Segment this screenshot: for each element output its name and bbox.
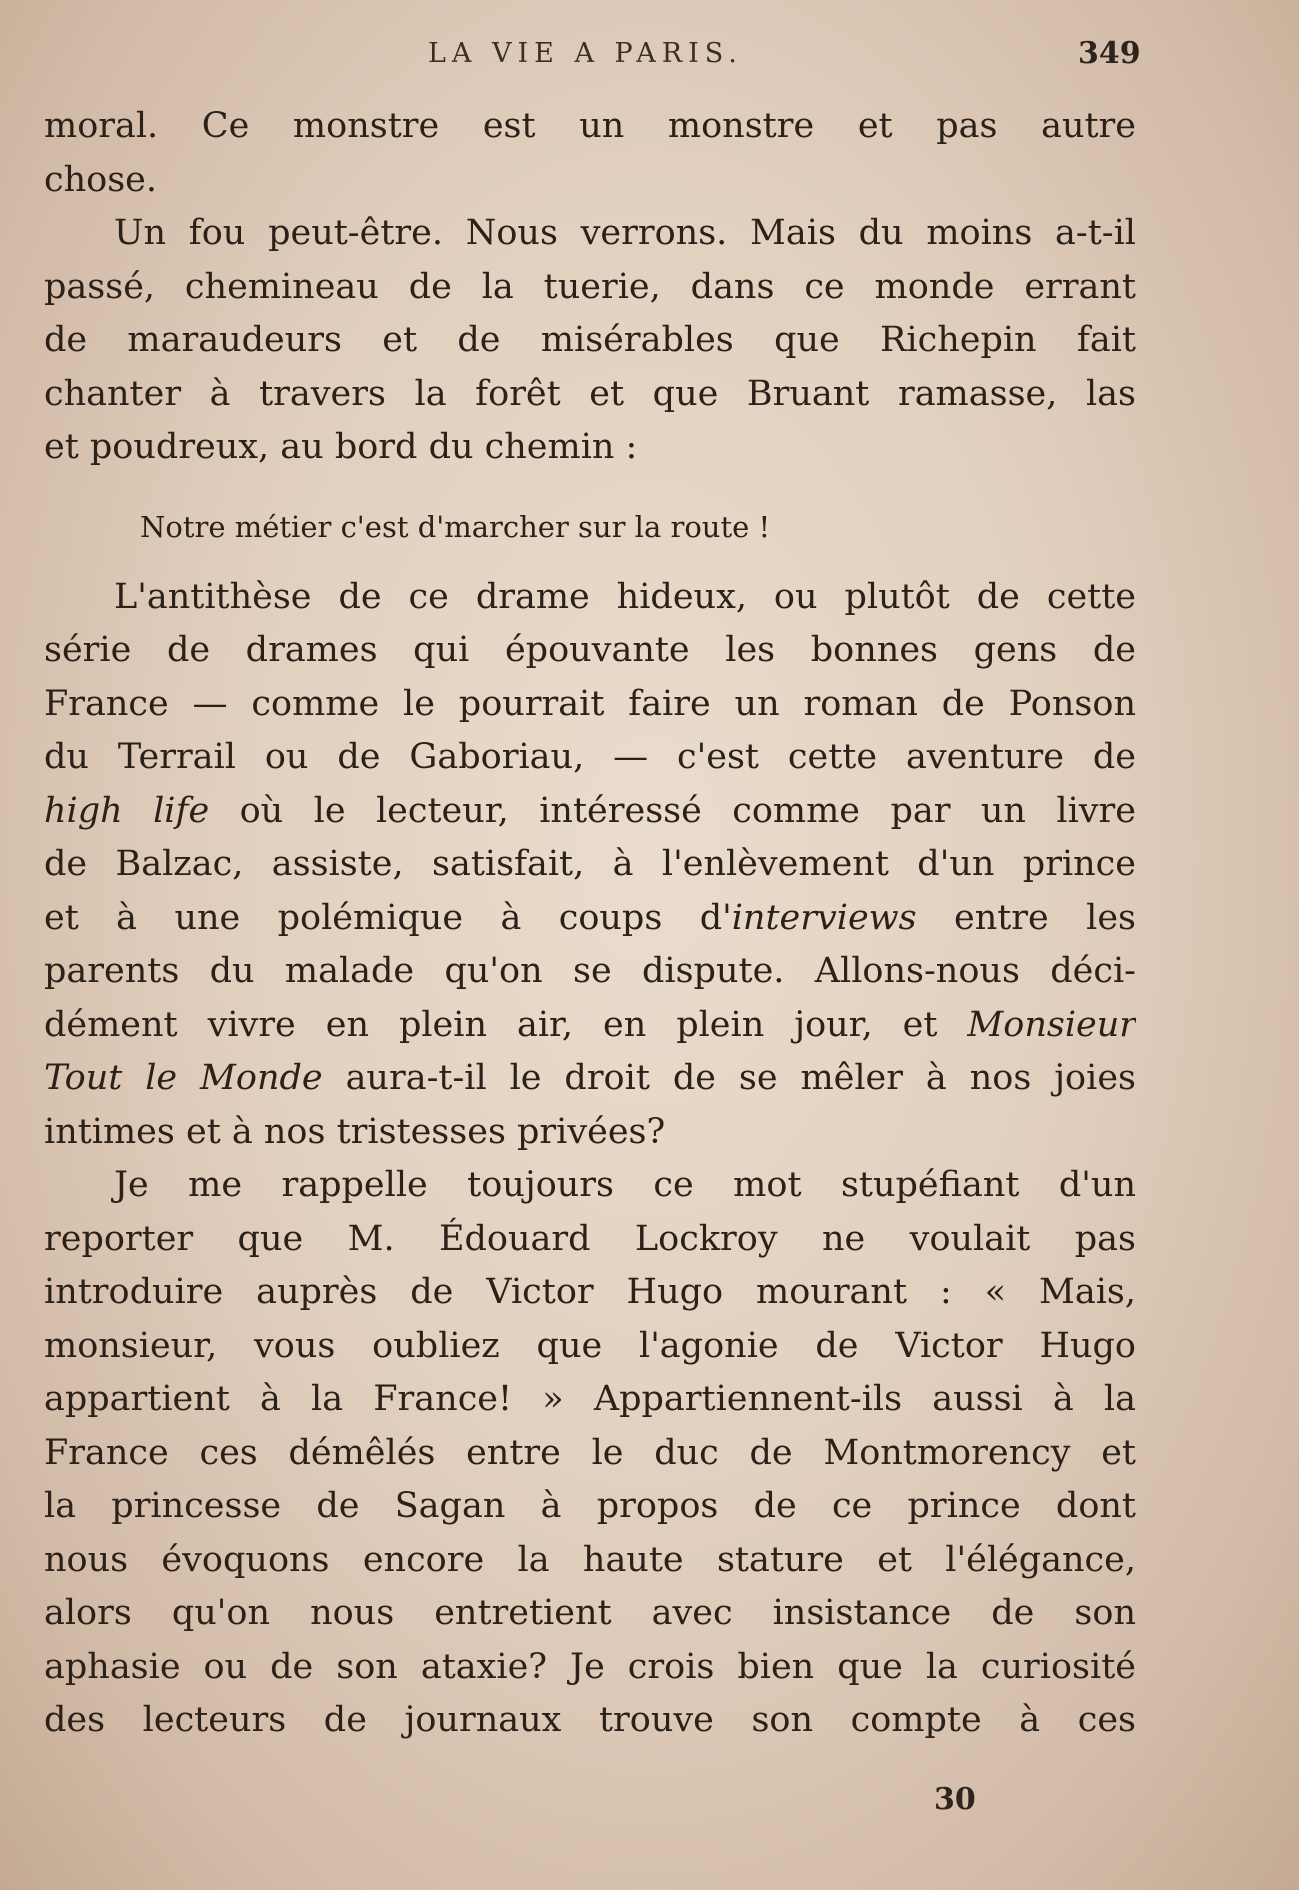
text-line: Je me rappelle toujours ce mot stupéfiant d'un <box>114 1165 1136 1205</box>
paragraph-2 <box>44 207 1136 475</box>
paragraph-4 <box>44 1159 1136 1748</box>
running-title: LA VIE A PARIS. <box>428 38 743 69</box>
text-fragment: aura-t-il le droit de se mêler à nos joies <box>322 1058 1136 1098</box>
text-line: moral. Ce monstre est un monstre et pas autre <box>44 106 1136 146</box>
text-line: et poudreux, au bord du chemin : <box>44 427 638 467</box>
text-line: chanter à travers la forêt et que Bruant ramasse, las <box>44 373 1136 414</box>
text-line <box>44 892 1136 946</box>
text-line: parents du malade qu'on se dispute. Allons-nous déci- <box>44 951 1136 991</box>
paragraph-3 <box>44 571 1136 1160</box>
text-fragment: dément vivre en plein air, en plein jour, et <box>44 1004 968 1045</box>
text-line: de Balzac, assiste, satisfait, à l'enlèvement d'un prince <box>44 844 1136 884</box>
text-line: de maraudeurs et de misérables que Richepin fait <box>44 320 1136 360</box>
text-fragment: où le lecteur, intéressé comme par un livre <box>209 790 1136 831</box>
verse-quote: Notre métier c'est d'marcher sur la route ! <box>140 509 771 544</box>
italic-phrase: Monsieur <box>967 1004 1136 1045</box>
text-line <box>44 1052 1136 1106</box>
text-line: reporter que M. Édouard Lockroy ne voulait pas <box>44 1218 1136 1259</box>
text-fragment: et à une polémique à coups d' <box>44 897 732 938</box>
text-line: du Terrail ou de Gaboriau, — c'est cette aventure de <box>44 737 1136 777</box>
text-line: passé, chemineau de la tuerie, dans ce monde errant <box>44 266 1136 307</box>
text-line: France — comme le pourrait faire un roman de Ponson <box>44 683 1136 724</box>
italic-phrase: high life <box>44 790 210 831</box>
text-line: intimes et à nos tristesses privées? <box>44 1111 666 1152</box>
text-line: Un fou peut-être. Nous verrons. Mais du moins a-t-il <box>114 213 1136 253</box>
text-line: des lecteurs de journaux trouve son compte à ces <box>44 1700 1136 1740</box>
text-line: monsieur, vous oubliez que l'agonie de Victor Hugo <box>44 1325 1136 1366</box>
text-line: alors qu'on nous entretient avec insistance de son <box>44 1593 1136 1633</box>
text-line: France ces démêlés entre le duc de Montmorency et <box>44 1432 1136 1473</box>
italic-phrase: Tout le Monde <box>44 1058 323 1098</box>
text-line: introduire auprès de Victor Hugo mourant : « Mais, <box>44 1272 1136 1312</box>
text-line: L'antithèse de ce drame hideux, ou plutôt de cette <box>114 576 1136 617</box>
page-number: 349 <box>1078 36 1141 71</box>
text-fragment: entre les <box>916 897 1136 938</box>
text-line <box>44 785 1136 839</box>
paragraph-1 <box>44 100 1136 207</box>
text-line <box>44 999 1136 1053</box>
text-line: la princesse de Sagan à propos de ce prince dont <box>44 1486 1136 1526</box>
text-line: aphasie ou de son ataxie? Je crois bien que la curiosité <box>44 1646 1136 1687</box>
text-line: série de drames qui épouvante les bonnes gens de <box>44 630 1136 670</box>
text-line: nous évoquons encore la haute stature et l'élégance, <box>44 1539 1136 1580</box>
body-text <box>44 100 1136 1748</box>
text-line: appartient à la France! » Appartiennent-ils aussi à la <box>44 1379 1136 1419</box>
signature-mark: 30 <box>934 1782 976 1817</box>
page-header <box>0 38 1299 78</box>
italic-phrase: interviews <box>731 897 917 938</box>
text-line: chose. <box>44 159 158 200</box>
